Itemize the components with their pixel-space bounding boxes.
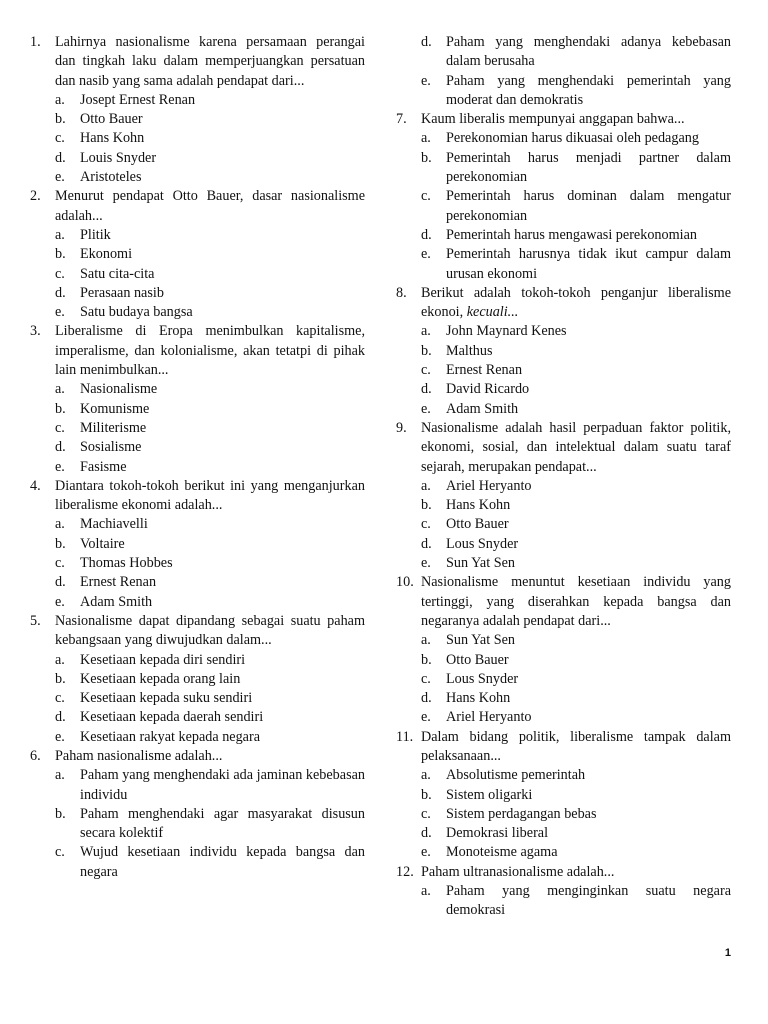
option-text: Satu cita-cita: [80, 265, 155, 282]
option-letter: b.: [55, 111, 66, 128]
answer-option: [55, 554, 365, 573]
option-letter: d.: [421, 825, 432, 842]
question-text: [55, 187, 365, 226]
answer-option: [421, 535, 731, 554]
answer-option: [55, 728, 365, 747]
option-text: Lous Snyder: [446, 535, 519, 552]
question-number: 6.: [30, 747, 41, 764]
question-item: [396, 728, 731, 767]
question-text: [55, 477, 365, 516]
question-text-main: Lahirnya nasionalisme karena persamaan perangai dan tingkah laku dalam memperjuangkan persatuan dan nasib yang sama adalah pendapat dari...: [55, 34, 365, 89]
page-number: 1: [724, 947, 731, 959]
option-text: Kesetiaan kepada orang lain: [80, 670, 241, 687]
question-text: [421, 419, 731, 477]
option-text: Hans Kohn: [446, 497, 511, 514]
option-text: Thomas Hobbes: [80, 555, 173, 572]
option-text: Monoteisme agama: [446, 844, 558, 861]
answer-option: [421, 805, 731, 824]
left-column: [30, 33, 365, 882]
answer-option: [55, 766, 365, 805]
question-number: 1.: [30, 34, 41, 50]
option-letter: a.: [421, 477, 431, 494]
answer-option: [421, 400, 731, 419]
answer-option: [55, 651, 365, 670]
question-item: [396, 573, 731, 631]
option-letter: b.: [55, 805, 66, 822]
answer-option: [55, 303, 365, 322]
answer-option: [421, 226, 731, 245]
option-text: Demokrasi liberal: [446, 825, 549, 842]
answer-option: [421, 631, 731, 650]
option-text: Paham yang menghendaki adanya kebebasan dalam berusaha: [446, 34, 731, 70]
answer-option: [421, 515, 731, 534]
answer-option: [55, 843, 365, 882]
option-letter: a.: [55, 91, 65, 108]
question-item: [396, 419, 731, 477]
option-text: Pemerintah harus menjadi partner dalam perekonomian: [446, 149, 731, 186]
answer-option: [55, 689, 365, 708]
answer-option: [421, 149, 731, 188]
option-letter: b.: [421, 342, 432, 359]
answer-option: [421, 824, 731, 843]
option-text: Sosialisme: [80, 439, 142, 456]
option-text: Sistem perdagangan bebas: [446, 805, 597, 822]
option-letter: e.: [421, 844, 431, 861]
option-letter: e.: [421, 555, 431, 572]
option-text: Voltaire: [80, 535, 125, 552]
option-letter: e.: [55, 728, 65, 745]
option-letter: c.: [55, 130, 65, 147]
option-text: Otto Bauer: [80, 111, 143, 128]
option-letter: a.: [55, 226, 65, 243]
option-text: Wujud kesetiaan individu kepada bangsa dan negara: [80, 844, 365, 880]
question-item: [396, 284, 731, 323]
option-text: Sistem oligarki: [446, 786, 533, 803]
option-text: Otto Bauer: [446, 516, 509, 533]
option-text: Ariel Heryanto: [446, 477, 532, 494]
answer-option: [55, 91, 365, 110]
option-letter: d.: [55, 149, 66, 166]
option-letter: d.: [421, 226, 432, 243]
option-letter: b.: [421, 786, 432, 803]
option-letter: d.: [421, 381, 432, 398]
option-text: Kesetiaan kepada daerah sendiri: [80, 709, 264, 726]
answer-option: [421, 477, 731, 496]
option-letter: e.: [55, 169, 65, 186]
answer-option: [55, 400, 365, 419]
option-letter: e.: [421, 709, 431, 726]
answer-option: [55, 593, 365, 612]
question-number: 3.: [30, 323, 41, 340]
option-text: Militerisme: [80, 419, 147, 436]
option-letter: a.: [55, 381, 65, 398]
answer-option: [55, 708, 365, 727]
option-letter: a.: [55, 516, 65, 533]
answer-option: [55, 129, 365, 148]
question-text-main: Paham nasionalisme adalah...: [55, 747, 223, 764]
question-number: 2.: [30, 188, 41, 205]
question-text-main: Menurut pendapat Otto Bauer, dasar nasionalisme adalah...: [55, 188, 365, 224]
answer-option: [55, 284, 365, 303]
question-number: 5.: [30, 612, 41, 629]
option-text: Sun Yat Sen: [446, 555, 515, 572]
option-letter: c.: [55, 555, 65, 572]
option-letter: d.: [421, 535, 432, 552]
option-text: Satu budaya bangsa: [80, 304, 193, 321]
option-letter: a.: [421, 883, 431, 900]
option-text: Louis Snyder: [80, 149, 157, 166]
question-number: 4.: [30, 477, 41, 494]
option-letter: d.: [421, 690, 432, 707]
answer-option: [421, 766, 731, 785]
question-text: [421, 863, 731, 882]
answer-option: [421, 554, 731, 573]
option-letter: e.: [421, 400, 431, 417]
question-number: 7.: [396, 111, 407, 128]
option-text: Plitik: [80, 226, 111, 243]
option-letter: e.: [55, 458, 65, 475]
option-letter: c.: [421, 362, 431, 379]
option-letter: b.: [55, 670, 66, 687]
answer-option: [55, 438, 365, 457]
option-text: Machiavelli: [80, 516, 148, 533]
answer-option: [55, 573, 365, 592]
answer-option: [421, 786, 731, 805]
question-text-main: Nasionalisme dapat dipandang sebagai suatu paham kebangsaan yang diwujudkan dalam...: [55, 612, 365, 649]
option-text: Kesetiaan kepada diri sendiri: [80, 651, 246, 668]
answer-option: [421, 496, 731, 515]
option-text: Aristoteles: [80, 169, 142, 186]
answer-option: [55, 515, 365, 534]
question-text-main: Liberalisme di Eropa menimbulkan kapitalisme, imperalisme, dan kolonialisme, akan tetatpi di pihak lain menimbulkan...: [55, 323, 365, 379]
answer-option: [421, 72, 731, 111]
option-letter: b.: [55, 246, 66, 263]
answer-option: [421, 33, 731, 72]
option-text: Perasaan nasib: [80, 284, 164, 301]
option-text: Pemerintah harus dominan dalam mengatur perekonomian: [446, 188, 731, 224]
answer-option: [55, 168, 365, 187]
option-letter: c.: [55, 265, 65, 282]
answer-option: [421, 187, 731, 226]
option-letter: b.: [421, 497, 432, 514]
answer-option: [421, 380, 731, 399]
question-item: [30, 477, 365, 516]
option-letter: a.: [55, 767, 65, 784]
option-letter: c.: [421, 805, 431, 822]
option-text: David Ricardo: [446, 381, 530, 398]
option-letter: d.: [55, 574, 66, 591]
option-text: Paham yang menghendaki pemerintah yang moderat dan demokratis: [446, 72, 731, 108]
option-letter: c.: [421, 188, 431, 205]
right-column: [396, 33, 731, 921]
question-number: 10.: [396, 574, 414, 591]
answer-option: [421, 129, 731, 148]
question-text-main: Nasionalisme menuntut kesetiaan individu yang tertinggi, yang diserahkan kepada bangsa dan negaranya adalah pendapat dari...: [421, 574, 731, 629]
option-letter: a.: [421, 632, 431, 649]
option-letter: c.: [55, 419, 65, 436]
answer-option: [55, 458, 365, 477]
option-letter: d.: [421, 34, 432, 50]
answer-option: [421, 245, 731, 284]
answer-option: [55, 805, 365, 844]
option-text: Ernest Renan: [446, 362, 523, 379]
option-letter: a.: [421, 323, 431, 340]
answer-option: [55, 419, 365, 438]
option-letter: b.: [421, 651, 432, 668]
question-text: [55, 33, 365, 91]
option-text: Josept Ernest Renan: [80, 91, 196, 108]
option-letter: c.: [55, 690, 65, 707]
option-letter: b.: [421, 149, 432, 166]
question-item: [30, 747, 365, 766]
option-text: Pemerintah harus mengawasi perekonomian: [446, 226, 697, 243]
question-number: 12.: [396, 863, 414, 880]
option-text: Nasionalisme: [80, 381, 158, 398]
option-text: Fasisme: [80, 458, 127, 475]
option-text: Lous Snyder: [446, 670, 519, 687]
option-letter: e.: [421, 72, 431, 89]
option-letter: e.: [55, 304, 65, 321]
question-text-italic: kecuali...: [466, 304, 519, 321]
answer-option: [421, 670, 731, 689]
question-text: [421, 284, 731, 323]
question-text: [55, 747, 365, 766]
answer-option: [421, 342, 731, 361]
question-text-main: Diantara tokoh-tokoh berikut ini yang menganjurkan liberalisme ekonomi adalah...: [55, 477, 365, 514]
question-item: [30, 612, 365, 651]
answer-option: [421, 361, 731, 380]
question-text: [55, 612, 365, 651]
question-item: [396, 110, 731, 129]
option-letter: b.: [55, 400, 66, 417]
option-text: Hans Kohn: [80, 130, 145, 147]
option-letter: b.: [55, 535, 66, 552]
question-text-main: Berikut adalah tokoh-tokoh penganjur liberalisme ekonoi,: [421, 284, 731, 321]
answer-option: [55, 149, 365, 168]
option-text: Kesetiaan kepada suku sendiri: [80, 690, 253, 707]
question-number: 9.: [396, 419, 407, 436]
option-text: Hans Kohn: [446, 690, 511, 707]
option-letter: e.: [55, 593, 65, 610]
option-text: Ekonomi: [80, 246, 133, 263]
question-number: 11.: [396, 728, 414, 745]
option-letter: d.: [55, 709, 66, 726]
answer-option: [55, 110, 365, 129]
option-text: Paham yang menghendaki ada jaminan kebebasan individu: [80, 767, 365, 803]
option-text: Pemerintah harusnya tidak ikut campur dalam urusan ekonomi: [446, 246, 731, 282]
option-letter: c.: [55, 844, 65, 861]
question-text: [421, 728, 731, 767]
option-text: Sun Yat Sen: [446, 632, 515, 649]
answer-option: [55, 226, 365, 245]
question-text-main: Nasionalisme adalah hasil perpaduan faktor politik, ekonomi, sosial, dan intelektual dalam suatu taraf sejarah, merupakan pendapat...: [421, 419, 731, 475]
option-text: Ernest Renan: [80, 574, 157, 591]
question-text: [55, 322, 365, 380]
option-text: Perekonomian harus dikuasai oleh pedagang: [446, 130, 699, 147]
option-text: Malthus: [446, 342, 493, 359]
option-text: John Maynard Kenes: [446, 323, 567, 340]
option-text: Komunisme: [80, 400, 150, 417]
question-item: [396, 863, 731, 882]
answer-option: [55, 670, 365, 689]
question-item: [30, 187, 365, 226]
option-letter: a.: [421, 767, 431, 784]
question-text-main: Paham ultranasionalisme adalah...: [421, 863, 615, 880]
answer-option: [421, 651, 731, 670]
answer-option: [55, 265, 365, 284]
question-number: 8.: [396, 284, 407, 301]
question-text-main: Dalam bidang politik, liberalisme tampak dalam pelaksanaan...: [421, 728, 731, 764]
option-text: Paham menghendaki agar masyarakat disusun secara kolektif: [80, 805, 365, 842]
option-text: Adam Smith: [446, 400, 519, 417]
answer-option: [55, 380, 365, 399]
question-item: [30, 322, 365, 380]
question-item: [30, 33, 365, 91]
answer-option: [421, 882, 731, 921]
option-text: Ariel Heryanto: [446, 709, 532, 726]
answer-option: [55, 535, 365, 554]
option-text: Absolutisme pemerintah: [446, 767, 586, 784]
option-text: Adam Smith: [80, 593, 153, 610]
option-letter: e.: [421, 246, 431, 263]
option-text: Kesetiaan rakyat kepada negara: [80, 728, 260, 745]
option-letter: d.: [55, 284, 66, 301]
option-letter: d.: [55, 439, 66, 456]
question-text-main: Kaum liberalis mempunyai anggapan bahwa...: [421, 111, 685, 128]
answer-option: [421, 843, 731, 862]
answer-option: [55, 245, 365, 264]
option-letter: c.: [421, 670, 431, 687]
option-letter: a.: [55, 651, 65, 668]
answer-option: [421, 322, 731, 341]
answer-option: [421, 689, 731, 708]
answer-option: [421, 708, 731, 727]
option-text: Paham yang menginginkan suatu negara demokrasi: [446, 883, 731, 919]
option-letter: a.: [421, 130, 431, 147]
option-letter: c.: [421, 516, 431, 533]
option-text: Otto Bauer: [446, 651, 509, 668]
question-text: [421, 110, 731, 129]
question-text: [421, 573, 731, 631]
